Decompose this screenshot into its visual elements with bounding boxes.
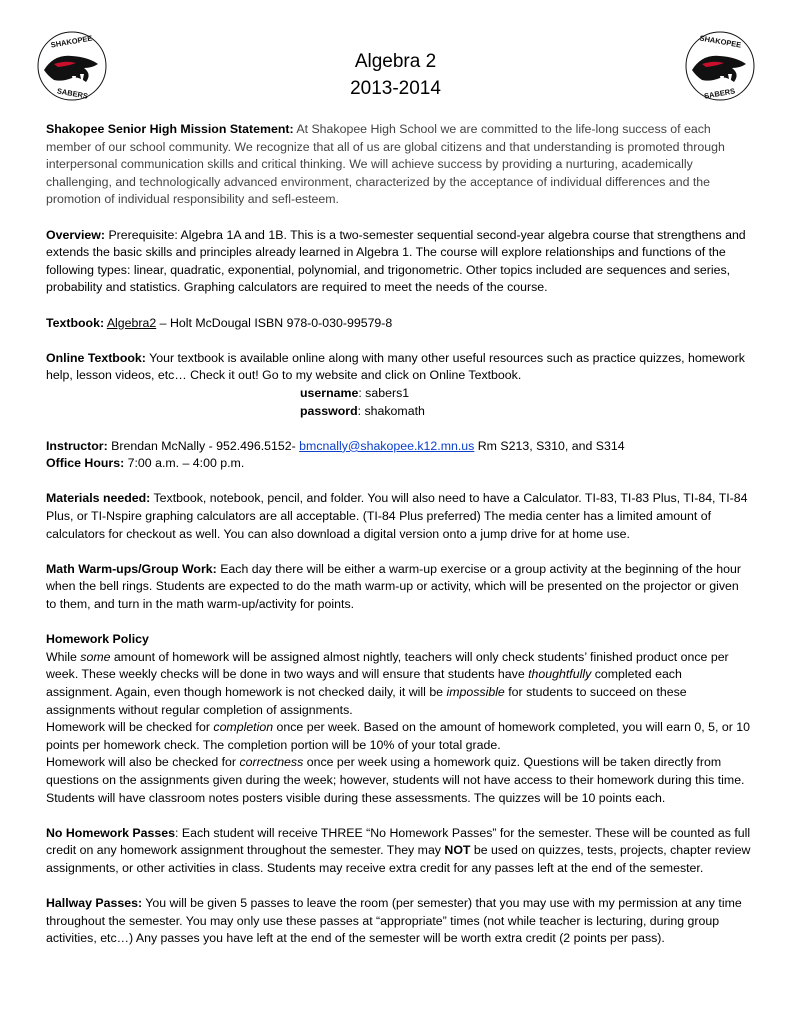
password-value: : shakomath [357,403,425,418]
password-label: password [300,403,358,418]
homework-paragraph-2 [46,719,751,754]
school-year: 2013-2014 [350,78,441,99]
homework-p2-text-a: Homework will be checked for [46,720,214,735]
hallway-passes-paragraph [46,895,751,948]
homework-p1-text-a: While [46,649,81,664]
homework-paragraph-3 [46,754,751,807]
no-homework-passes-heading: No Homework Passes [46,825,175,840]
overview-text: Prerequisite: Algebra 1A and 1B. This is a two-semester sequential second-year algebra course that strengthens and extends the basic skills and principles already learned in Algebra 1. The course will explore relationships and functions of the following types: linear, quadratic, exponential, polynomial, and trigonometric. Other topics included are sequences and series, probability and statistics. Graphing calculators are required to meet the needs of the course. [46,227,746,295]
textbook-title: Algebra2 [106,315,157,330]
svg-text:SHAKOPEE: SHAKOPEE [50,33,94,50]
instructor-text: Brendan McNally - 952.496.5152- [111,438,296,453]
office-hours-value: 7:00 a.m. – 4:00 p.m. [127,456,245,471]
homework-p1-some: some [80,649,111,664]
homework-p1-text-b: amount of homework will be assigned almost nightly, teachers will only check students’ finished product once per week. These weekly checks will be done in two ways and will ensure that students have [46,649,729,682]
hallway-passes-heading: Hallway Passes: [46,896,143,911]
username-label: username [300,385,359,400]
page-title: Algebra 2 [354,51,437,72]
homework-p1-impossible: impossible [446,685,505,699]
online-textbook-heading: Online Textbook: [46,350,146,365]
homework-heading-line [46,631,751,649]
warmups-heading: Math Warm-ups/Group Work: [46,561,217,576]
mission-text: At Shakopee High School we are committed to the life-long success of each member of our school community. We recognize that all of us are global citizens and that understanding is promoted through interpersonal communication skills and critical thinking. We will achieve success by providing a nurturing, academically challenging, and technologically advanced environment, characterized by the acceptance of individual differences and the promotion of individual responsibility and sefl-esteem. [46,122,725,207]
online-textbook-text: Your textbook is available online along with many other useful resources such as practice quizzes, homework help, lesson videos, etc… Check it out! Go to my website and click on Online Textbook. [46,350,745,383]
username-line [46,385,751,403]
materials-paragraph [46,490,751,543]
homework-p2-text-b: once per week. Based on the amount of homework completed, you will earn 0, 5, or 10 points per homework check. The completion portion will be 10% of your total grade. [46,720,750,752]
overview-heading: Overview: [46,227,106,242]
warmups-paragraph [46,561,751,614]
homework-p2-completion: completion [213,720,274,735]
materials-heading: Materials needed: [46,491,151,506]
no-homework-passes-text-a: : Each student will receive THREE “No Homework Passes” for the semester. These will be counted as full credit on any homework assignment throughout the semester. They may [46,825,751,858]
mission-heading: Shakopee Senior High Mission Statement: [46,122,294,136]
office-hours-line [46,455,751,473]
materials-text: Textbook, notebook, pencil, and folder. You will also need to have a Calculator. TI-83, TI-83 Plus, TI-84, TI-84 Plus, or TI-Nspire graphing calculators are all acceptable. (TI-84 Plus preferred) The media center has a limited amount of calculators for checkout as well. You can also download a digital version onto a jump drive for at home use. [46,491,748,541]
no-homework-passes-text-b: be used on quizzes, tests, projects, chapter review assignments, or other activities in class. Students may receive extra credit for any passes left at the end of the semester. [46,843,751,875]
textbook-paragraph [46,315,751,333]
instructor-rooms: Rm S213, S310, and S314 [477,438,625,453]
hallway-passes-text: You will be given 5 passes to leave the room (per semester) that you may use with my permission at any time throughout the semester. You may only use these passes at “appropriate” times (not while teacher is lecturing, during group activities, etc…) Any passes you have left at the end of the semester will be worth extra credit (2 points per pass). [46,896,742,946]
svg-text:SABERS: SABERS [56,86,89,101]
warmups-text: Each day there will be either a warm-up exercise or a group activity at the beginning of the hour when the bell rings. Students are expected to do the math warm-up or activity, which will be presented on the projector or given to them, and turn in the math warm-up/activity for points. [46,561,741,612]
username-value: : sabers1 [358,385,410,400]
document-body [46,121,751,966]
svg-text:SHAKOPEE: SHAKOPEE [698,33,742,50]
no-homework-passes-paragraph [46,825,751,878]
homework-heading: Homework Policy [46,632,149,647]
homework-p3-text-a: Homework will also be checked for [46,755,240,770]
textbook-heading: Textbook: [46,315,105,330]
textbook-details: – Holt McDougal ISBN 978-0-030-99579-8 [159,315,393,330]
instructor-email-link[interactable]: bmcnally@shakopee.k12.mn.us [299,438,475,453]
office-hours-heading: Office Hours: [46,456,125,471]
online-textbook-paragraph [46,350,751,385]
homework-p1-text-c: completed each assignment. Again, even though homework is not checked daily, it will be [46,667,682,699]
homework-p3-correctness: correctness [239,755,304,770]
instructor-heading: Instructor: [46,438,108,453]
homework-p3-text-b: once per week using a homework quiz. Questions will be taken directly from questions on the assignments given during the week; however, students will not have access to their homework during this time. Students will have classroom notes posters visible during these assessments. The quizzes will be 10 points each. [46,755,745,805]
mission-paragraph [46,121,751,209]
overview-paragraph [46,227,751,297]
homework-paragraph-1 [46,649,751,719]
homework-p1-text-d: for students to succeed on these assignments without regular completion of assignments. [46,685,687,717]
svg-text:SABERS: SABERS [703,86,736,101]
password-line [46,403,751,421]
no-homework-passes-not: NOT [444,843,471,858]
title-block [0,48,791,102]
homework-p1-thoughtfully: thoughtfully [528,667,592,682]
instructor-line [46,438,751,456]
